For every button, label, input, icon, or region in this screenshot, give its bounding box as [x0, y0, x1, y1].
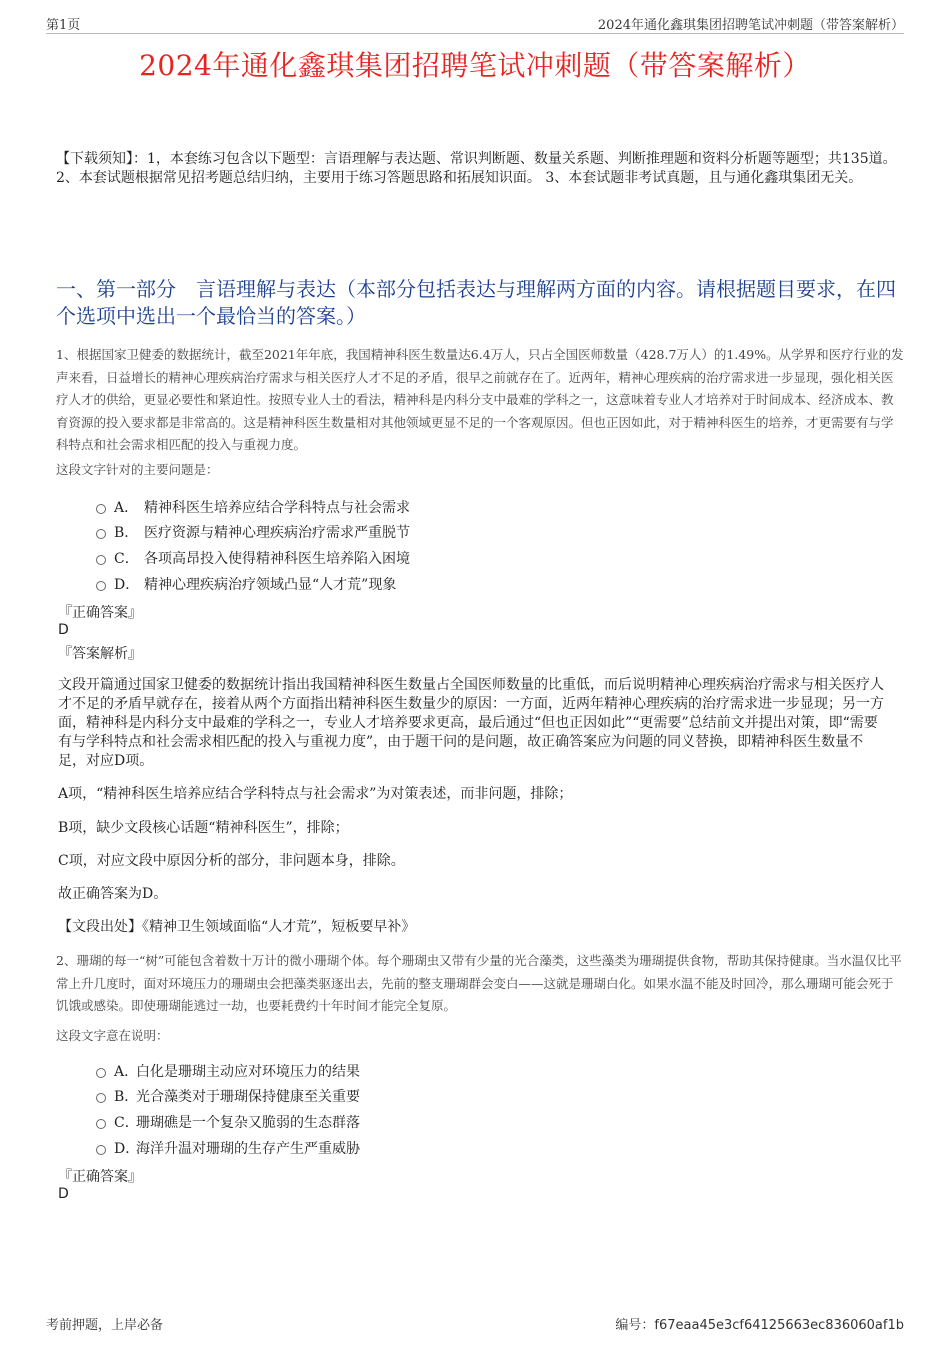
radio-icon[interactable] — [96, 1093, 106, 1103]
q1-option-b[interactable] — [96, 522, 410, 542]
option-text: 珊瑚礁是一个复杂又脆弱的生态群落 — [136, 1115, 360, 1131]
page-number: 第1页 — [46, 18, 81, 33]
question-1-text: 1、根据国家卫健委的数据统计，截至2021年年底，我国精神科医生数量达6.4万人，只占全国医师数量（428.7万人）的1.49%。从学界和医疗行业的发声来看，日益增长的精神心理疾病治疗需求与相关医疗人才不足的矛盾，很早之前就存在了。近两年，精神心理疾病的治疗需求进一步显现，强化相关医疗人才的供给，更显必要性和紧迫性。按照专业人士的看法，精神科是内科分支中最难的学科之一，这意味着专业人才培养对于时间成本、经济成本、教育资源的投入要求都是非常高的。这是精神科医生数量相对其他领域更显不足的一个客观原因。但也正因如此，对于精神科医生的培养，才更需要有与学科特点和社会需求相匹配的投入与重视力度。 — [56, 347, 904, 452]
radio-icon[interactable] — [96, 504, 106, 514]
option-letter: C． — [114, 1115, 139, 1131]
q2-option-a[interactable] — [96, 1061, 360, 1081]
option-text: 海洋升温对珊瑚的生存产生严重威胁 — [136, 1141, 360, 1157]
q1-source: 【文段出处】《精神卫生领域面临“人才荒”，短板要早补》 — [58, 919, 416, 935]
option-text: 精神科医生培养应结合学科特点与社会需求 — [144, 500, 410, 516]
q1-note-c: C项，对应文段中原因分析的部分，非问题本身，排除。 — [58, 853, 405, 869]
download-notice: 【下载须知】：1，本套练习包含以下题型：言语理解与表达题、常识判断题、数量关系题、判断推理题和资料分析题等题型；共135道。 2、本套试题根据常见招考题总结归纳，主要用于练习答题思路和拓展知识面。 3、本套试题非考试真题，且与通化鑫琪集团无关。 — [56, 151, 897, 186]
footer-code-value: f67eaa45e3cf64125663ec836060af1b — [654, 1318, 904, 1333]
q2-answer: D — [58, 1186, 69, 1202]
footer-slogan: 考前押题，上岸必备 — [46, 1318, 164, 1333]
question-1-prompt: 这段文字针对的主要问题是： — [56, 462, 219, 477]
option-text: 精神心理疾病治疗领域凸显“人才荒”现象 — [144, 577, 397, 593]
q1-note-a: A项，“精神科医生培养应结合学科特点与社会需求”为对策表述，而非问题，排除； — [58, 786, 573, 802]
option-text: 各项高昂投入使得精神科医生培养陷入困境 — [144, 551, 410, 567]
option-letter: B． — [114, 1089, 139, 1105]
footer-code — [615, 1314, 904, 1333]
q1-option-d[interactable] — [96, 574, 396, 594]
q1-answer: D — [58, 622, 69, 638]
q1-option-a[interactable] — [96, 497, 410, 517]
option-letter: C． — [114, 551, 139, 567]
radio-icon[interactable] — [96, 555, 106, 565]
question-2-text: 2、珊瑚的每一“树”可能包含着数十万计的微小珊瑚个体。每个珊瑚虫又带有少量的光合藻类，这些藻类为珊瑚提供食物，帮助其保持健康。当水温仅比平常上升几度时，面对环境压力的珊瑚虫会把藻类驱逐出去，先前的整支珊瑚群会变白——这就是珊瑚白化。如果水温不能及时回冷，那么珊瑚可能会死于饥饿或感染。即使珊瑚能逃过一劫，也要耗费约十年时间才能完全复原。 — [56, 953, 902, 1013]
q1-answer-label: 『正确答案』 — [58, 605, 142, 621]
q2-option-d[interactable] — [96, 1138, 360, 1158]
option-text: 医疗资源与精神心理疾病治疗需求严重脱节 — [144, 525, 410, 541]
option-letter: D． — [114, 577, 140, 593]
q1-conclusion: 故正确答案为D。 — [58, 886, 168, 902]
running-header-title: 2024年通化鑫琪集团招聘笔试冲刺题（带答案解析） — [597, 18, 904, 33]
option-text: 白化是珊瑚主动应对环境压力的结果 — [136, 1064, 360, 1080]
option-letter: A． — [114, 1064, 139, 1080]
option-letter: A． — [114, 500, 139, 516]
q1-analysis: 文段开篇通过国家卫健委的数据统计指出我国精神科医生数量占全国医师数量的比重低，而后说明精神心理疾病治疗需求与相关医疗人才不足的矛盾早就存在，接着从两个方面指出精神科医生数量少的原因：一方面，近两年精神心理疾病的治疗需求进一步显现；另一方面，精神科是内科分支中最难的学科之一，专业人才培养要求更高，最后通过“但也正因如此”“更需要”总结前文并提出对策，即“需要有与学科特点和社会需求相匹配的投入与重视力度”，由于题干问的是问题，故正确答案应为问题的同义替换，即精神科医生数量不足，对应D项。 — [58, 677, 884, 769]
option-text: 光合藻类对于珊瑚保持健康至关重要 — [136, 1089, 360, 1105]
radio-icon[interactable] — [96, 581, 106, 591]
footer-code-label: 编号： — [615, 1318, 655, 1333]
option-letter: B． — [114, 525, 139, 541]
q1-analysis-label: 『答案解析』 — [58, 646, 142, 662]
radio-icon[interactable] — [96, 1145, 106, 1155]
radio-icon[interactable] — [96, 1068, 106, 1078]
q1-note-b: B项，缺少文段核心话题“精神科医生”，排除； — [58, 820, 349, 836]
q2-option-b[interactable] — [96, 1086, 360, 1106]
document-title: 2024年通化鑫琪集团招聘笔试冲刺题（带答案解析） — [139, 49, 811, 82]
option-letter: D． — [114, 1141, 140, 1157]
question-2-prompt: 这段文字意在说明： — [56, 1028, 169, 1043]
q2-answer-label: 『正确答案』 — [58, 1169, 142, 1185]
header-divider — [46, 33, 904, 34]
radio-icon[interactable] — [96, 1119, 106, 1129]
section-heading: 一、第一部分 言语理解与表达（本部分包括表达与理解两方面的内容。请根据题目要求，在四个选项中选出一个最恰当的答案。） — [56, 277, 896, 328]
q2-option-c[interactable] — [96, 1112, 360, 1132]
q1-option-c[interactable] — [96, 548, 410, 568]
radio-icon[interactable] — [96, 529, 106, 539]
